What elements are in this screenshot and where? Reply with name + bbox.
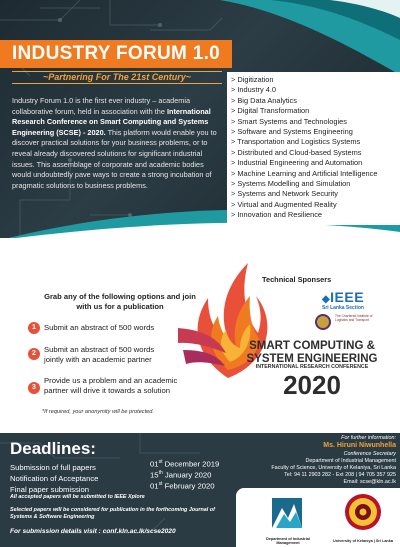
ieee-diamond-icon: ◆ xyxy=(321,294,331,305)
sponsors-heading: Technical Sponsers xyxy=(262,275,332,284)
intro-paragraph xyxy=(12,96,224,191)
topic-item: > Industry 4.0 xyxy=(231,85,400,95)
ieee-logo xyxy=(313,289,373,311)
deadline-table xyxy=(10,457,230,494)
deadline-suffix: st xyxy=(158,481,163,487)
dim-logo-caption: Department of Industrial Management xyxy=(266,537,310,545)
option-text: Submit an abstract of 500 words xyxy=(44,323,155,332)
conference-title-line2: SYSTEM ENGINEERING xyxy=(246,352,378,365)
forum-title: INDUSTRY FORUM 1.0 xyxy=(0,40,232,68)
topic-item: > Machine Learning and Artificial Intelligence xyxy=(231,169,400,179)
options-heading: Grab any of the following options and join with us for a publication xyxy=(44,292,196,311)
deadline-day: 01 xyxy=(150,459,159,469)
dim-emblem-icon xyxy=(258,494,318,532)
option-number: 2 xyxy=(28,348,40,360)
topic-item: > Systems Modelling and Simulation xyxy=(231,179,400,189)
deadline-label: Final paper submission xyxy=(10,485,90,494)
topic-item: > Distributed and Cloud-based Systems xyxy=(231,148,400,158)
deadline-label: Notification of Acceptance xyxy=(10,474,99,483)
contact-role: Conference Secretary xyxy=(343,450,396,457)
conference-title xyxy=(228,340,396,365)
topic-item: > Industrial Engineering and Automation xyxy=(231,158,400,168)
option-text: Submit an abstract of 500 words jointly with an academic partner xyxy=(44,345,155,364)
cilt-emblem-icon xyxy=(315,314,331,330)
deadline-suffix: st xyxy=(158,459,163,465)
deadline-month: February 2020 xyxy=(162,481,215,491)
intro-text-bold: International Research Conference on Smart Computing and Systems Engineering (SCSE) - 2020. xyxy=(12,106,211,137)
journal-note: Selected papers will be considered for publication in the forthcoming Journal of Systems & Software Engineering xyxy=(10,507,215,520)
contact-info xyxy=(226,435,396,486)
topic-item: > Transportation and Logistics Systems xyxy=(231,137,400,147)
contact-phone: Tel: 94 11 2903 282 - Ext 208 | 94 705 357 925 xyxy=(284,471,396,478)
conference-title-line1: SMART COMPUTING & xyxy=(249,340,375,352)
contact-lead: For further information: xyxy=(341,435,396,441)
topic-item: > Innovation and Resilience xyxy=(231,210,400,220)
ieee-name: IEEE xyxy=(330,289,365,305)
deadline-date xyxy=(150,479,215,492)
uok-logo-caption: University of Kelaniya | Sri Lanka xyxy=(333,539,393,543)
deadlines-heading: Deadlines: xyxy=(10,439,96,458)
submission-link[interactable]: For submission details visit : conf.kln.ac.lk/scse2020 xyxy=(10,528,176,535)
deadline-day: 01 xyxy=(150,481,159,491)
option-number: 1 xyxy=(28,322,40,334)
dim-logo xyxy=(258,494,318,545)
option-text: Provide us a problem and an academic partner will drive it towards a solution xyxy=(44,376,178,395)
intro-text-2: This platform would enable you to discover practical solutions for your business problems, or to reveal already discovered solutions for significant industrial issues. This assemblage of corporate and academic bodies would undoubtedly pave ways to create a strong incubation of pragmatic solutions to business problems. xyxy=(12,127,217,190)
deadline-row xyxy=(10,468,230,483)
topic-item: > Big Data Analytics xyxy=(231,96,400,106)
topic-item: > Systems and Network Security xyxy=(231,189,400,199)
cilt-name: The Chartered Institute of Logistics and Transport xyxy=(335,314,373,322)
ieee-wordmark xyxy=(313,289,373,305)
contact-email[interactable]: Email: scse@kln.ac.lk xyxy=(343,478,396,485)
anonymity-note: *If required, your anonymity will be protected. xyxy=(42,409,154,415)
deadline-month: January 2020 xyxy=(162,470,212,480)
uok-seal-icon xyxy=(332,492,394,534)
topics-list xyxy=(227,72,400,225)
deadline-row xyxy=(10,479,230,494)
conference-subtitle: INTERNATIONAL RESEARCH CONFERENCE xyxy=(255,364,369,370)
ieee-section: Sri Lanka Section xyxy=(322,305,364,311)
intro-text-1: Industry Forum 1.0 is the first ever industry – academia collaborative forum, held in association with the xyxy=(12,96,191,116)
topic-item: > Digital Transformation xyxy=(231,106,400,116)
deadline-day: 15 xyxy=(150,470,159,480)
topic-item: > Virtual and Augmented Reality xyxy=(231,200,400,210)
topic-item: > Smart Systems and Technologies xyxy=(231,117,400,127)
deadline-suffix: th xyxy=(158,470,163,476)
option-number: 3 xyxy=(28,382,40,394)
deadline-label: Submission of full papers xyxy=(10,463,96,472)
topic-item: > Digitization xyxy=(231,75,400,85)
conference-year: 2020 xyxy=(283,370,341,400)
contact-department: Department of Industrial Management xyxy=(305,457,396,464)
deadline-month: December 2019 xyxy=(162,459,220,469)
contact-name: Ms. Hiruni Niwunhella xyxy=(323,442,396,449)
ieee-xplore-note: All accepted papers will be submitted to IEEE Xplore xyxy=(10,494,145,500)
uok-logo xyxy=(332,492,394,543)
forum-subtitle: ~Partnering For The 21st Century~ xyxy=(12,71,222,84)
cilt-logo xyxy=(315,314,375,330)
topic-item: > Software and Systems Engineering xyxy=(231,127,400,137)
contact-faculty: Faculty of Science, University of Kelaniya, Sri Lanka xyxy=(271,464,396,471)
deadline-row xyxy=(10,457,230,472)
